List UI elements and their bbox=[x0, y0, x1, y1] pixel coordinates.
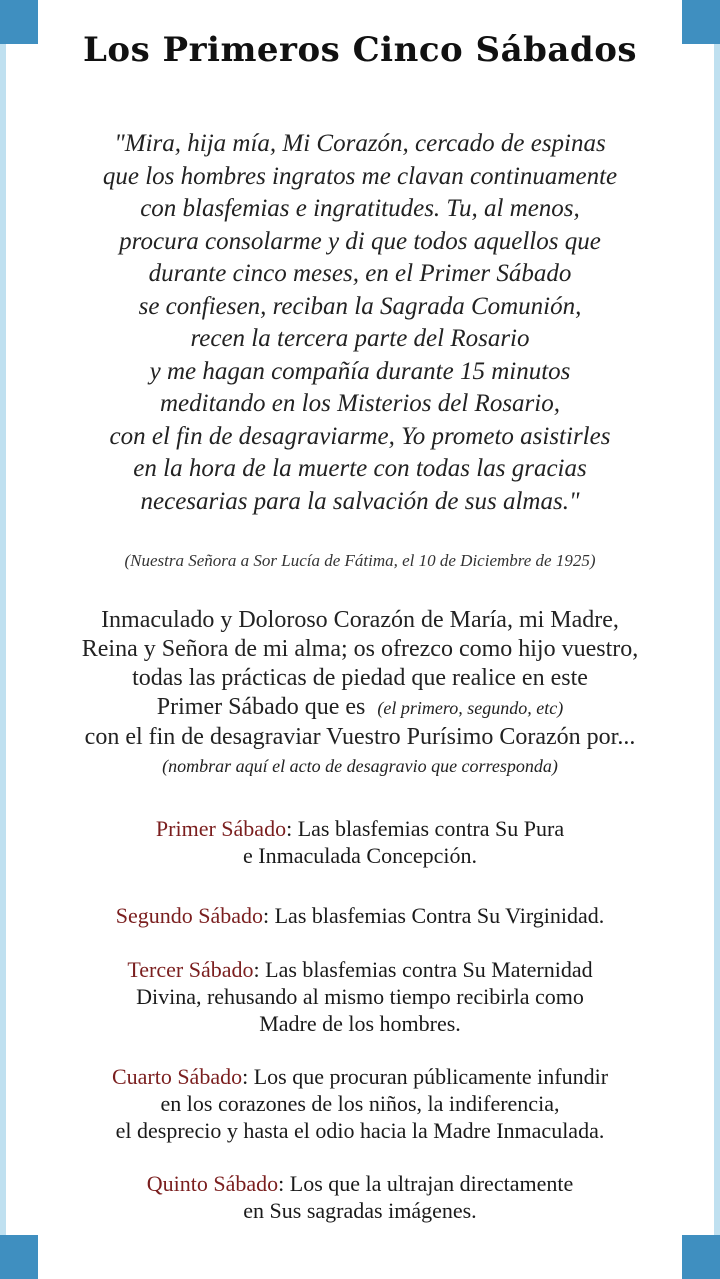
saturday-label: Quinto Sábado bbox=[146, 1171, 279, 1196]
document-page bbox=[12, 0, 708, 1279]
quote-line: durante cinco meses, en el Primer Sábado bbox=[148, 260, 572, 287]
citation: (Nuestra Señora a Sor Lucía de Fátima, el 10 de Diciembre de 1925) bbox=[124, 551, 596, 570]
quote-line: meditando en los Misterios del Rosario, bbox=[160, 390, 560, 417]
prayer-block bbox=[12, 606, 708, 781]
quote-line: que los hombres ingratos me clavan continuamente bbox=[102, 162, 618, 190]
quote-block bbox=[12, 128, 708, 518]
saturday-text: Divina, rehusando al mismo tiempo recibirla como bbox=[136, 984, 584, 1009]
prayer-line bbox=[12, 693, 708, 723]
saturday-item-third: Tercer Sábado: Las blasfemias contra Su Maternidad Divina, rehusando al mismo tiempo recibirla como Madre de los hombres. bbox=[12, 956, 708, 1037]
saturday-text: Los que la ultrajan directamente bbox=[289, 1171, 574, 1196]
saturday-item-fifth: Quinto Sábado: Los que la ultrajan directamente en Sus sagradas imágenes. bbox=[12, 1170, 708, 1224]
saturday-item-second: Segundo Sábado: Las blasfemias Contra Su Virginidad. bbox=[115, 903, 605, 928]
saturday-item-fourth: Cuarto Sábado: Los que procuran públicamente infundir en los corazones de los niños, la indiferencia, el desprecio y hasta el odio hacia la Madre Inmaculada. bbox=[12, 1063, 708, 1144]
saturday-text: el desprecio y hasta el odio hacia la Madre Inmaculada. bbox=[115, 1118, 605, 1143]
saturday-item-first: Primer Sábado: Las blasfemias contra Su Pura e Inmaculada Concepción. bbox=[12, 815, 708, 869]
page-title: Los Primeros Cinco Sábados bbox=[82, 30, 638, 70]
saturday-label: Tercer Sábado bbox=[127, 957, 254, 982]
quote-line: recen la tercera parte del Rosario bbox=[190, 325, 530, 352]
prayer-line: Inmaculado y Doloroso Corazón de María, mi Madre, bbox=[101, 607, 619, 633]
quote-line: y me hagan compañía durante 15 minutos bbox=[149, 357, 571, 385]
quote-line: "Mira, hija mía, Mi Corazón, cercado de espinas bbox=[114, 130, 606, 157]
saturday-text: e Inmaculada Concepción. bbox=[243, 843, 477, 868]
quote-line: en la hora de la muerte con todas las gracias bbox=[133, 455, 587, 482]
saturday-text: Madre de los hombres. bbox=[259, 1011, 461, 1036]
saturday-text: en los corazones de los niños, la indiferencia, bbox=[160, 1091, 560, 1116]
border-left bbox=[0, 44, 6, 1235]
saturday-text: Las blasfemias contra Su Maternidad bbox=[265, 957, 593, 982]
prayer-instruction: (nombrar aquí el acto de desagravio que corresponda) bbox=[162, 756, 558, 776]
quote-line: con blasfemias e ingratitudes. Tu, al menos, bbox=[140, 195, 580, 222]
quote-line: se confiesen, reciban la Sagrada Comunión, bbox=[138, 292, 582, 320]
saturday-label: Cuarto Sábado bbox=[111, 1064, 243, 1089]
saturday-text: Los que procuran públicamente infundir bbox=[253, 1064, 609, 1089]
prayer-line: con el fin de desagraviar Vuestro Purísimo Corazón por... bbox=[84, 724, 636, 750]
quote-line: con el fin de desagraviarme, Yo prometo asistirles bbox=[109, 422, 611, 450]
saturday-text: Las blasfemias Contra Su Virginidad. bbox=[274, 903, 605, 928]
quote-line: necesarias para la salvación de sus almas." bbox=[140, 487, 580, 515]
saturday-text: en Sus sagradas imágenes. bbox=[243, 1198, 477, 1223]
prayer-instruction: (el primero, segundo, etc) bbox=[377, 698, 564, 718]
border-right bbox=[714, 44, 720, 1235]
prayer-line: Reina y Señora de mi alma; os ofrezco como hijo vuestro, bbox=[81, 636, 639, 662]
saturday-label: Segundo Sábado bbox=[115, 903, 263, 928]
prayer-line-text: Primer Sábado que es bbox=[156, 694, 366, 720]
quote-line: procura consolarme y di que todos aquellos que bbox=[119, 227, 601, 255]
saturday-label: Primer Sábado bbox=[155, 816, 287, 841]
prayer-line: todas las prácticas de piedad que realice en este bbox=[132, 665, 588, 691]
saturday-text: Las blasfemias contra Su Pura bbox=[297, 816, 565, 841]
